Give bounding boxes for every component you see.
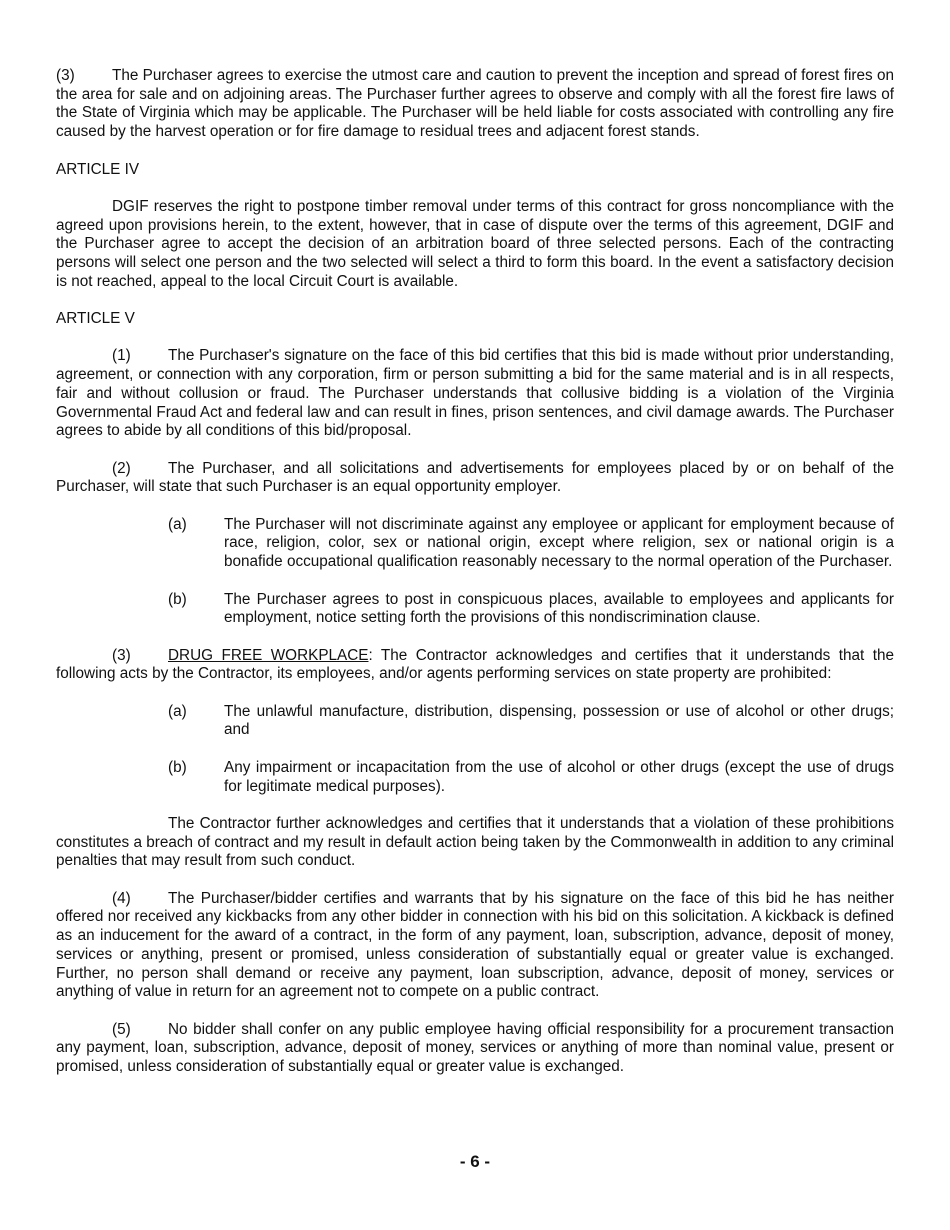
subparagraph-text: The Purchaser agrees to post in conspicuous places, available to employees and applicants for employment, notice setting forth the provisions of this nondiscrimination clause.: [224, 590, 894, 627]
paragraph-3-closing: The Contractor further acknowledges and certifies that it understands that a violation of these prohibitions constitutes a breach of contract and my result in default action being taken by the Commonwealth in addition to any criminal penalties that may result from such conduct.: [56, 814, 894, 870]
page-number: - 6 -: [459, 1152, 491, 1171]
paragraph-fire-liability: [56, 67, 894, 142]
paragraph-2-equal-opportunity: [56, 460, 894, 497]
paragraph-text: The Purchaser, and all solicitations and advertisements for employees placed by or on behalf of the Purchaser, will state that such Purchaser is an equal opportunity employer.: [56, 459, 894, 496]
paragraph-text: : The Contractor acknowledges and certifies that it understands that the following acts by the Contractor, its employees, and/or agents performing services on state property are prohibited:: [56, 646, 894, 683]
paragraph-number: (1): [112, 347, 131, 365]
article-v-heading: ARTICLE V: [56, 310, 135, 328]
paragraph-text: The Purchaser/bidder certifies and warrants that by his signature on the face of this bid he has neither offered nor received any kickbacks from any other bidder in connection with his bid on this solicitation. A kickback is defined as an inducement for the award of a contract, in the form of any payment, loan, subscription, advance, deposit of money, services or anything, present or promised, unless consideration of substantially equal or greater value is exchanged. Further, no person shall demand or receive any payment, loan subscription, advance, deposit of money, services or anything of value in return for an agreement not to compete on a public contract.: [56, 889, 894, 1001]
subparagraph-label: (a): [168, 515, 187, 533]
subparagraph-3a: [56, 703, 894, 740]
subparagraph-label: (b): [168, 590, 187, 608]
paragraph-number: (3): [56, 67, 75, 84]
drug-free-workplace-title: DRUG FREE WORKPLACE: [168, 646, 369, 664]
subparagraph-3b: [56, 759, 894, 796]
paragraph-3-drug-free-workplace: [56, 647, 894, 684]
paragraph-4-kickbacks: [56, 890, 894, 1002]
subparagraph-text: Any impairment or incapacitation from the use of alcohol or other drugs (except the use of drugs for legitimate medical purposes).: [224, 758, 894, 795]
subparagraph-text: The unlawful manufacture, distribution, dispensing, possession or use of alcohol or other drugs; and: [224, 702, 894, 739]
subparagraph-text: The Purchaser will not discriminate against any employee or applicant for employment because of race, religion, color, sex or national origin, except where religion, sex or national origin is a bonafide occupational qualification reasonably necessary to the normal operation of the Purchaser.: [224, 515, 894, 571]
paragraph-1-collusion: [56, 347, 894, 441]
paragraph-text: No bidder shall confer on any public employee having official responsibility for a procurement transaction any payment, loan, subscription, advance, deposit of money, services or anything of more than nominal value, present or promised, unless consideration of substantially equal or greater value is exchanged.: [56, 1020, 894, 1076]
subparagraph-2a: [56, 516, 894, 572]
article-iv-heading: ARTICLE IV: [56, 160, 140, 178]
document-page: [56, 67, 894, 1095]
subparagraph-label: (a): [168, 702, 187, 720]
paragraph-text: The Purchaser's signature on the face of this bid certifies that this bid is made without prior understanding, agreement, or connection with any corporation, firm or person submitting a bid for the same material and is in all respects, fair and without collusion or fraud. The Purchaser understands that collusive bidding is a violation of the Virginia Governmental Fraud Act and federal law and can result in fines, prison sentences, and civil damage awards. The Purchaser agrees to abide by all conditions of this bid/proposal.: [56, 347, 894, 440]
subparagraph-2b: [56, 591, 894, 628]
paragraph-5-public-employee: [56, 1021, 894, 1077]
paragraph-number: (4): [112, 889, 131, 907]
paragraph-number: (3): [112, 646, 131, 664]
subparagraph-label: (b): [168, 758, 187, 776]
paragraph-number: (5): [112, 1020, 131, 1038]
article-iv-text: DGIF reserves the right to postpone timber removal under terms of this contract for gross noncompliance with the agreed upon provisions herein, to the extent, however, that in case of dispute over the terms of this agreement, DGIF and the Purchaser agree to accept the decision of an arbitration board of three selected persons. Each of the contracting persons will select one person and the two selected will select a third to form this board. In the event a satisfactory decision is not reached, appeal to the local Circuit Court is available.: [56, 197, 894, 290]
paragraph-text: The Purchaser agrees to exercise the utmost care and caution to prevent the inception and spread of forest fires on the area for sale and on adjoining areas. The Purchaser further agrees to observe and comply with all the forest fire laws of the State of Virginia which may be applicable. The Purchaser will be held liable for costs associated with controlling any fire caused by the harvest operation or for fire damage to residual trees and adjacent forest stands.: [56, 67, 894, 141]
paragraph-number: (2): [112, 459, 131, 477]
